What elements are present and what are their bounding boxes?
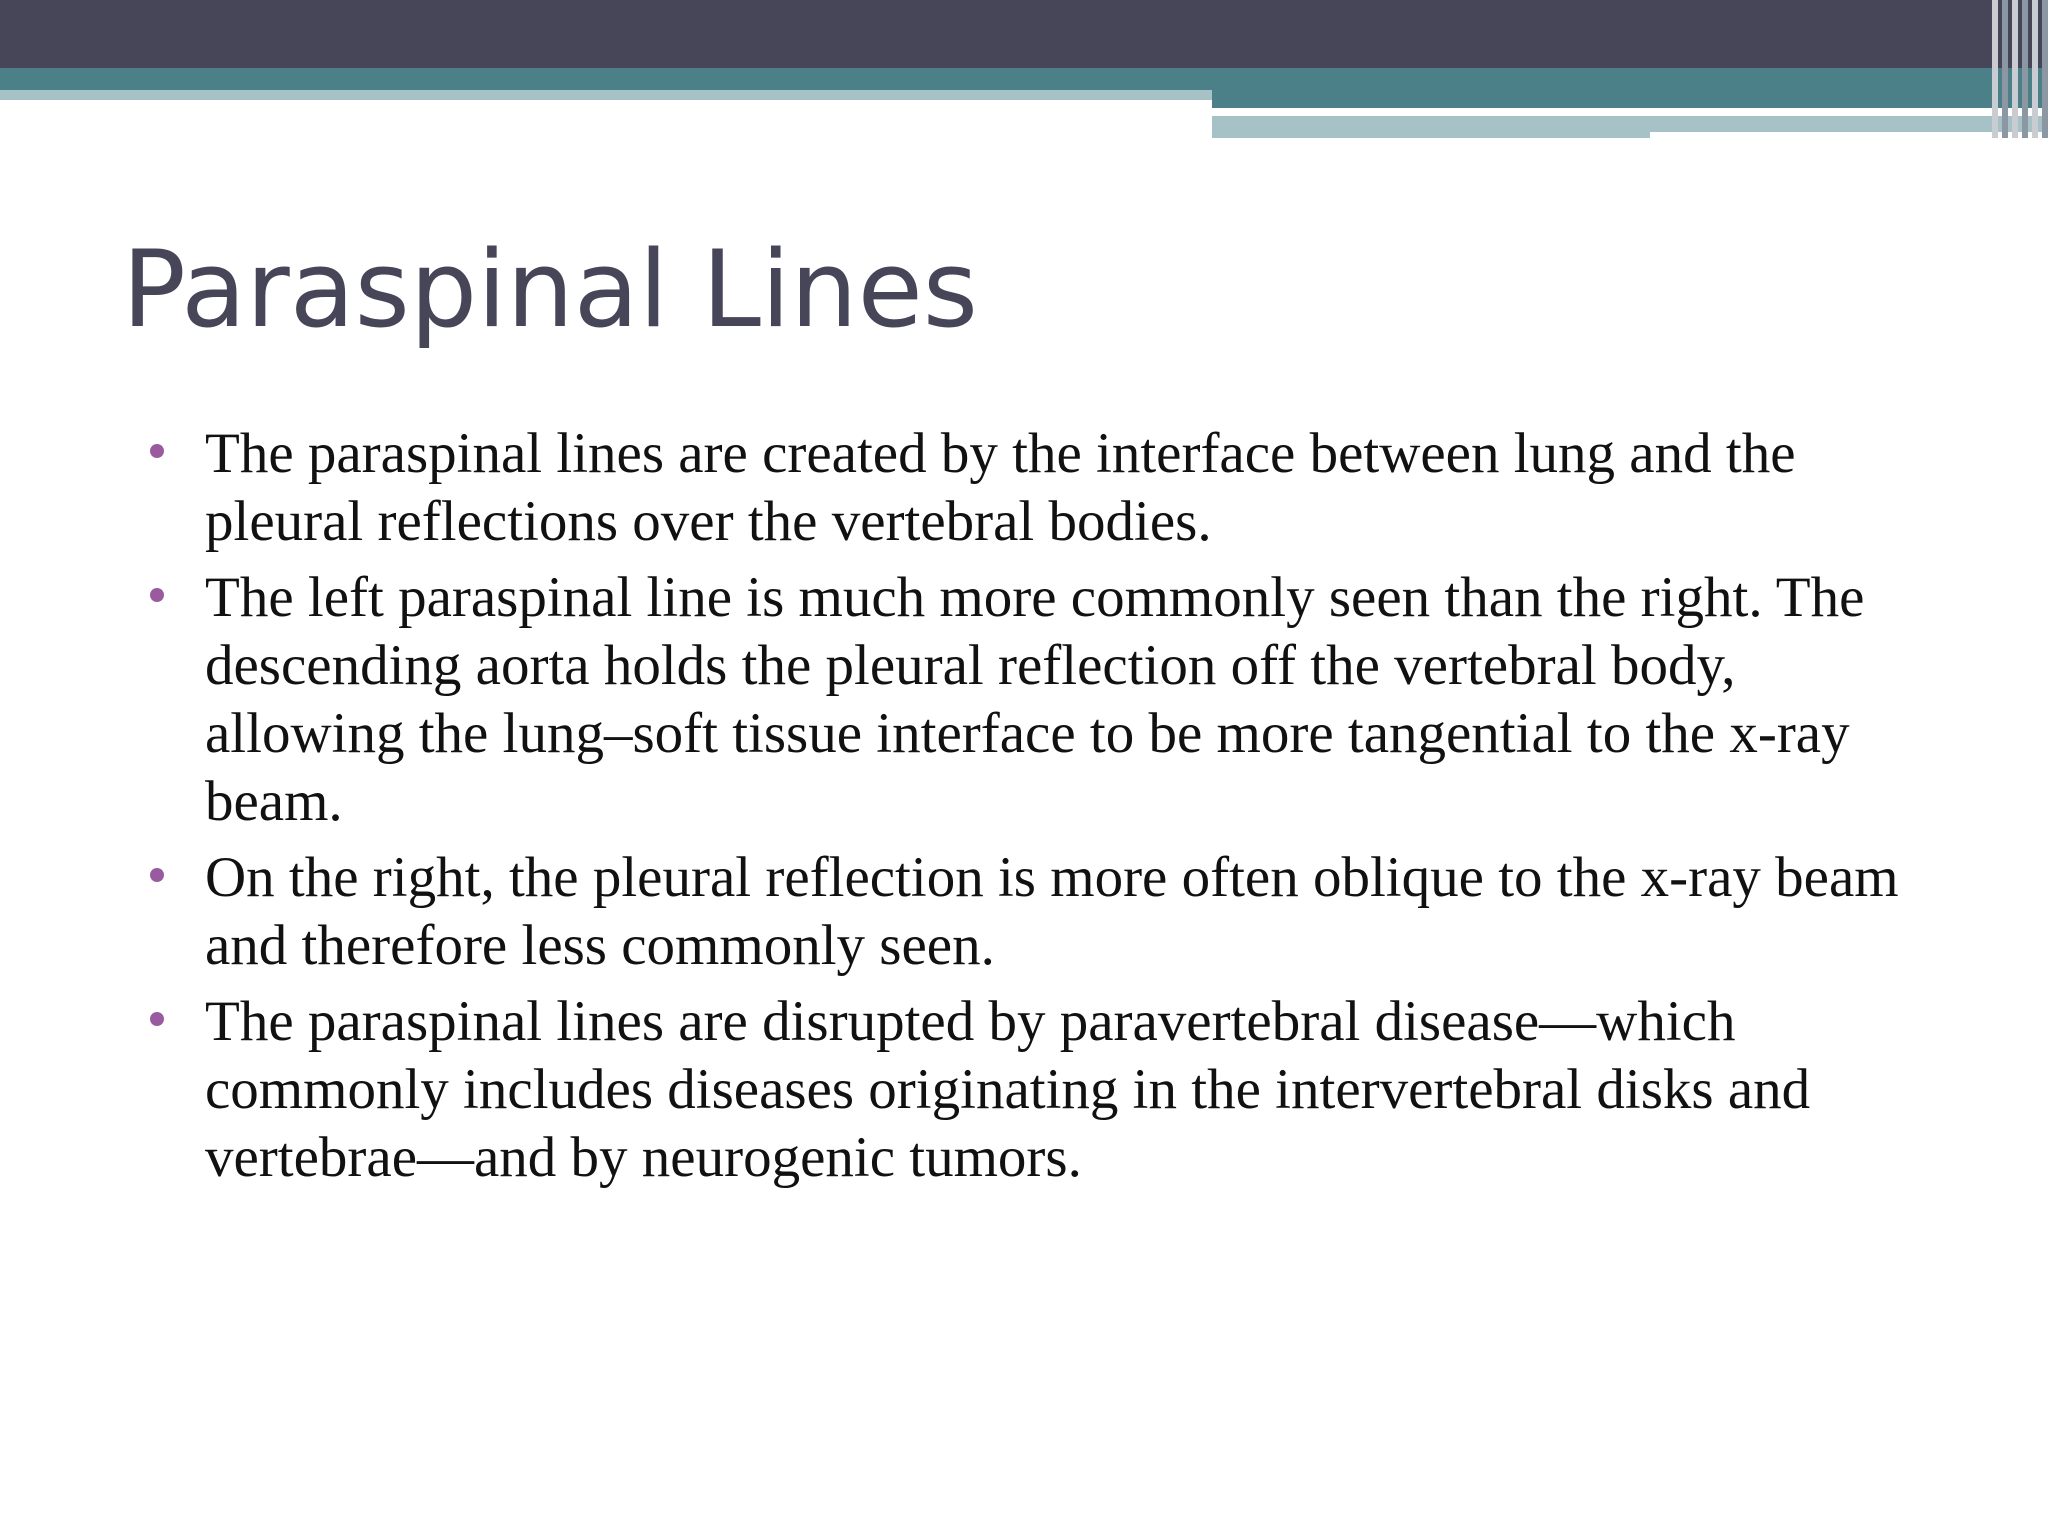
bullet-text: The left paraspinal line is much more commonly seen than the right. The descending aorta holds the pleural reflection off the vertebral body, allowing the lung–soft tissue interface to be more tangential to the x-ray beam. — [205, 566, 1865, 833]
bullet-item — [140, 844, 1940, 980]
bullet-text: The paraspinal lines are disrupted by paravertebral disease—which commonly includes diseases originating in the intervertebral disks and vertebrae—and by neurogenic tumors. — [205, 990, 1811, 1189]
bullet-marker-icon — [150, 868, 164, 882]
bullet-text: The paraspinal lines are created by the interface between lung and the pleural reflections over the vertebral bodies. — [205, 422, 1796, 553]
header-stripe — [2042, 0, 2048, 138]
bullet-marker-icon — [150, 588, 164, 602]
bullet-text: On the right, the pleural reflection is more often oblique to the x-ray beam and therefore less commonly seen. — [205, 846, 1899, 977]
slide-title: Paraspinal Lines — [122, 228, 979, 351]
bullet-item — [140, 988, 1940, 1192]
header-stripe — [2012, 0, 2018, 138]
header-stripes — [1992, 0, 2048, 138]
header-bar-teal-right — [1212, 92, 2048, 108]
header-stripe — [2002, 0, 2008, 138]
bullet-item — [140, 564, 1940, 836]
header-bar-dark — [0, 0, 2048, 68]
header-bar-light-left — [0, 90, 1212, 100]
bullet-marker-icon — [150, 444, 164, 458]
bullet-marker-icon — [150, 1012, 164, 1026]
bullet-list — [140, 420, 1940, 1200]
header-divider-line-end — [1650, 132, 2048, 138]
header-bar-teal — [0, 68, 2048, 92]
header-stripe — [2022, 0, 2028, 138]
bullet-item — [140, 420, 1940, 556]
header-stripe — [2032, 0, 2038, 138]
header-stripe — [1992, 0, 1998, 138]
